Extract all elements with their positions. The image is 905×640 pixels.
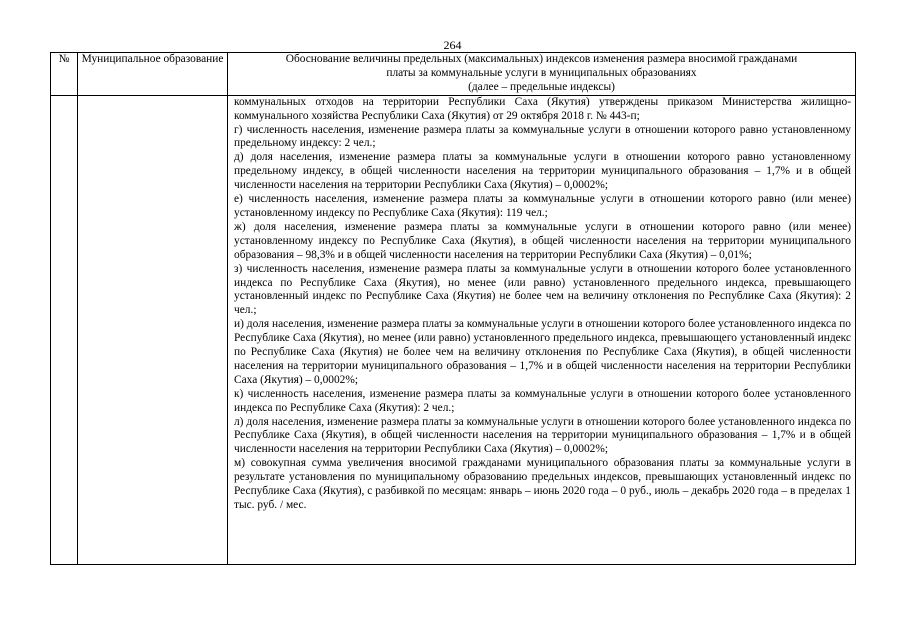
paragraph: з) численность населения, изменение размера платы за коммунальные услуги в отношении которого более установленного индекса по Республике Саха (Якутия), но менее (или равно) установленного предельного индекса, превышающего установленный индекс по Республике Саха (Якутия) не более чем на величину отклонения по Республике Саха (Якутия): 2 чел.;	[234, 262, 851, 317]
header-number: №	[51, 53, 78, 96]
table-row	[51, 95, 856, 564]
header-municipality: Муниципальное образование	[78, 53, 228, 96]
header-basis-line: (далее – предельные индексы)	[468, 80, 615, 93]
paragraph: г) численность населения, изменение размера платы за коммунальные услуги в отношении которого равно установленному предельному индексу: 2 чел.;	[234, 123, 851, 150]
paragraph: коммунальных отходов на территории Республики Саха (Якутия) утверждены приказом Министерства жилищно-коммунального хозяйства Республики Саха (Якутия) от 29 октября 2018 г. № 443-п;	[234, 95, 851, 122]
paragraph: д) доля населения, изменение размера платы за коммунальные услуги в отношении которого равно установленному предельному индексу, в общей численности населения на территории муниципального образования – 1,7% и в общей численности населения на территории Республики Саха (Якутия) – 0,0002%;	[234, 151, 851, 192]
basis-text	[228, 96, 855, 513]
row-municipality-cell	[78, 95, 228, 564]
paragraph: м) совокупная сумма увеличения вносимой гражданами муниципального образования платы за коммунальные услуги в результате установления по муниципальному образованию предельных индексов, превышающих установленный индекс по Республике Саха (Якутия), с разбивкой по месяцам: январь – июнь 2020 года – 0 руб., июль – декабрь 2020 года – в пределах 1 тыс. руб. / мес.	[234, 457, 851, 511]
document-table	[50, 52, 856, 565]
header-basis	[228, 53, 856, 96]
paragraph: е) численность населения, изменение размера платы за коммунальные услуги в отношении которого равно (или менее) установленному индексу по Республике Саха (Якутия): 119 чел.;	[234, 193, 851, 219]
page-number: 264	[443, 38, 462, 52]
row-number-cell	[51, 95, 78, 564]
row-basis-cell	[228, 95, 856, 564]
table-header-row	[51, 53, 856, 96]
header-basis-line: платы за коммунальные услуги в муниципальных образованиях	[386, 66, 697, 79]
paragraph: к) численность населения, изменение размера платы за коммунальные услуги в отношении которого более установленного индекса по Республике Саха (Якутия): 2 чел.;	[234, 387, 851, 414]
paragraph: ж) доля населения, изменение размера платы за коммунальные услуги в отношении которого равно (или менее) установленному индексу по Республике Саха (Якутия), в общей численности населения на территории муниципального образования – 98,3% и в общей численности населения на территории Республики Саха (Якутия) – 0,01%;	[234, 220, 851, 261]
paragraph: и) доля населения, изменение размера платы за коммунальные услуги в отношении которого более установленного индекса по Республике Саха (Якутия), но менее (или равно) установленного предельного индекса, превышающего установленный индекс по Республике Саха (Якутия) не более чем на величину отклонения по Республике Саха (Якутия), в общей численности населения на территории муниципального образования – 1,7% и в общей численности населения на территории Республики Саха (Якутия) – 0,0002%;	[234, 318, 851, 386]
paragraph: л) доля населения, изменение размера платы за коммунальные услуги в отношении которого более установленного индекса по Республике Саха (Якутия), в общей численности населения на территории муниципального образования – 1,7% и в общей численности населения на территории Республики Саха (Якутия) – 0,0002%;	[234, 415, 851, 456]
header-basis-line: Обоснование величины предельных (максимальных) индексов изменения размера вносимой гражданами	[285, 53, 798, 65]
